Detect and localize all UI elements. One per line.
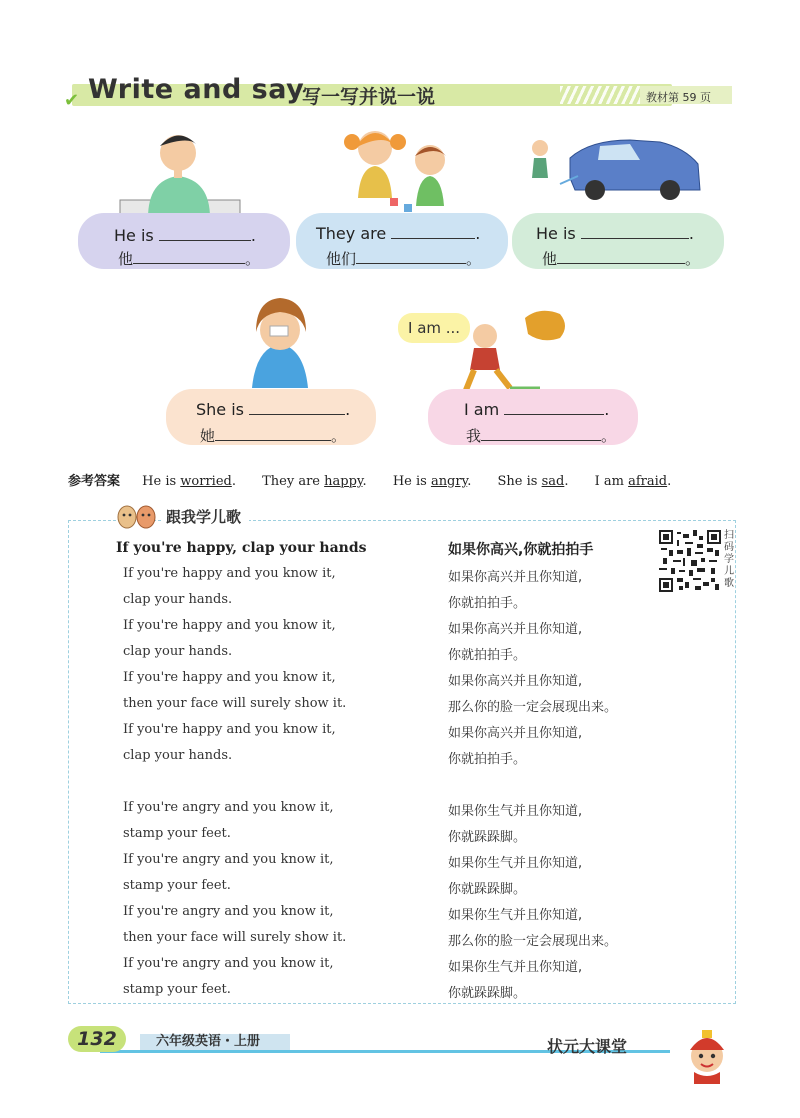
song-line-cn: 如果你高兴并且你知道, (448, 674, 583, 689)
song-line-cn: 那么你的脸一定会展现出来。 (448, 934, 618, 949)
afraid-man-dog-illustration (466, 311, 565, 390)
bubble-2-prompt: They are . (316, 224, 481, 243)
speech-text: I am ... (408, 319, 461, 337)
song-line-en: stamp your feet. (123, 982, 231, 997)
worried-boy-illustration (120, 135, 240, 222)
song-line-en: If you're angry and you know it, (123, 904, 334, 919)
section-title-cn: 写一写并说一说 (302, 86, 436, 108)
brand-name: 状元大课堂 (547, 1037, 628, 1056)
bubble-4-cn-prompt: 她 。 (200, 427, 347, 445)
song-line-cn: 你就跺跺脚。 (448, 986, 527, 1001)
answer-item: He is worried. (142, 474, 236, 489)
song-line-cn: 如果你生气并且你知道, (448, 908, 583, 923)
song-section-title: 跟我学儿歌 (162, 506, 249, 527)
bubble-4-prompt: She is . (196, 400, 351, 419)
bubble-2-cn: 他们 (326, 250, 357, 268)
song-line-cn: 你就拍拍手。 (448, 596, 527, 611)
section-title: Write and say (88, 74, 305, 105)
song-line-cn: 那么你的脸一定会展现出来。 (448, 700, 618, 715)
qr-label: 扫码学儿歌 (724, 530, 734, 589)
banner-decoration (560, 86, 640, 104)
bubble-3-cn: 他 (542, 250, 558, 268)
happy-kids-illustration (344, 131, 446, 212)
song-line-en: If you're happy and you know it, (123, 670, 336, 685)
song-line-en: stamp your feet. (123, 878, 231, 893)
song-line-en: stamp your feet. (123, 826, 231, 841)
bubble-2-cn-prompt: 他们 。 (326, 250, 482, 268)
bubble-3-prompt: He is . (536, 224, 694, 243)
song-line-cn: 如果你生气并且你知道, (448, 804, 583, 819)
song-line-cn: 你就跺跺脚。 (448, 882, 527, 897)
bubble-3-cn-prompt: 他 。 (542, 250, 701, 268)
sad-woman-illustration (252, 298, 308, 388)
song-line-cn: 如果你生气并且你知道, (448, 960, 583, 975)
reference-answers (68, 470, 693, 489)
answer-item: He is angry. (392, 474, 472, 489)
bubble-5-cn-prompt: 我 。 (466, 427, 617, 445)
song-line-en: then your face will surely show it. (123, 696, 347, 711)
checkmark-icon: ✔ (64, 90, 80, 111)
answer-blank-cn[interactable] (215, 426, 331, 441)
textbook-reference: 教材第 59 页 (646, 91, 711, 104)
song-line-en: If you're angry and you know it, (123, 800, 334, 815)
page-number: 132 (68, 1026, 126, 1052)
song-line-cn: 如果你高兴并且你知道, (448, 622, 583, 637)
bubble-1-cn-prompt: 他 。 (118, 250, 261, 268)
answer-item: They are happy. (262, 474, 367, 489)
song-line-en: If you're happy and you know it, (123, 722, 336, 737)
peanut-mascot-icon (116, 505, 160, 529)
answer-blank-cn[interactable] (133, 249, 245, 264)
song-line-en: If you're angry and you know it, (123, 852, 334, 867)
song-title-cn: 如果你高兴,你就拍拍手 (448, 542, 594, 558)
bubble-5-prompt: I am . (464, 400, 610, 419)
bubble-3-en: He is (536, 224, 576, 243)
angry-man-car-illustration (532, 140, 700, 200)
answer-blank[interactable] (504, 400, 604, 415)
bubble-4-cn: 她 (200, 427, 216, 445)
song-line-cn: 如果你高兴并且你知道, (448, 570, 583, 585)
answer-blank-cn[interactable] (557, 249, 685, 264)
answer-blank[interactable] (581, 224, 689, 239)
answer-blank[interactable] (159, 226, 251, 241)
song-line-cn: 你就跺跺脚。 (448, 830, 527, 845)
song-line-cn: 如果你生气并且你知道, (448, 856, 583, 871)
song-line-en: If you're happy and you know it, (123, 566, 336, 581)
answer-item: I am afraid. (594, 474, 672, 489)
song-title-en: If you're happy, clap your hands (116, 540, 367, 556)
bubble-5-en: I am (464, 400, 500, 419)
mascot-icon (676, 1022, 738, 1084)
song-line-en: clap your hands. (123, 644, 233, 659)
song-line-en: clap your hands. (123, 592, 233, 607)
grade-label: 六年级英语・上册 (140, 1034, 290, 1050)
bubble-1-en: He is (114, 226, 154, 245)
answer-blank[interactable] (249, 400, 345, 415)
answer-item: She is sad. (497, 474, 569, 489)
qr-code[interactable] (659, 530, 721, 592)
song-line-en: then your face will surely show it. (123, 930, 347, 945)
bubble-1-prompt: He is . (114, 226, 256, 245)
answer-blank-cn[interactable] (356, 249, 466, 264)
bubble-2-en: They are (316, 224, 387, 243)
song-line-en: clap your hands. (123, 748, 233, 763)
song-line-cn: 如果你高兴并且你知道, (448, 726, 583, 741)
song-line-cn: 你就拍拍手。 (448, 648, 527, 663)
bubble-1-cn: 他 (118, 250, 134, 268)
answer-blank[interactable] (391, 224, 475, 239)
bubble-5-cn: 我 (466, 427, 482, 445)
song-line-cn: 你就拍拍手。 (448, 752, 527, 767)
answer-blank-cn[interactable] (481, 426, 601, 441)
song-line-en: If you're angry and you know it, (123, 956, 334, 971)
answers-label: 参考答案 (68, 474, 121, 489)
bubble-4-en: She is (196, 400, 245, 419)
song-line-en: If you're happy and you know it, (123, 618, 336, 633)
